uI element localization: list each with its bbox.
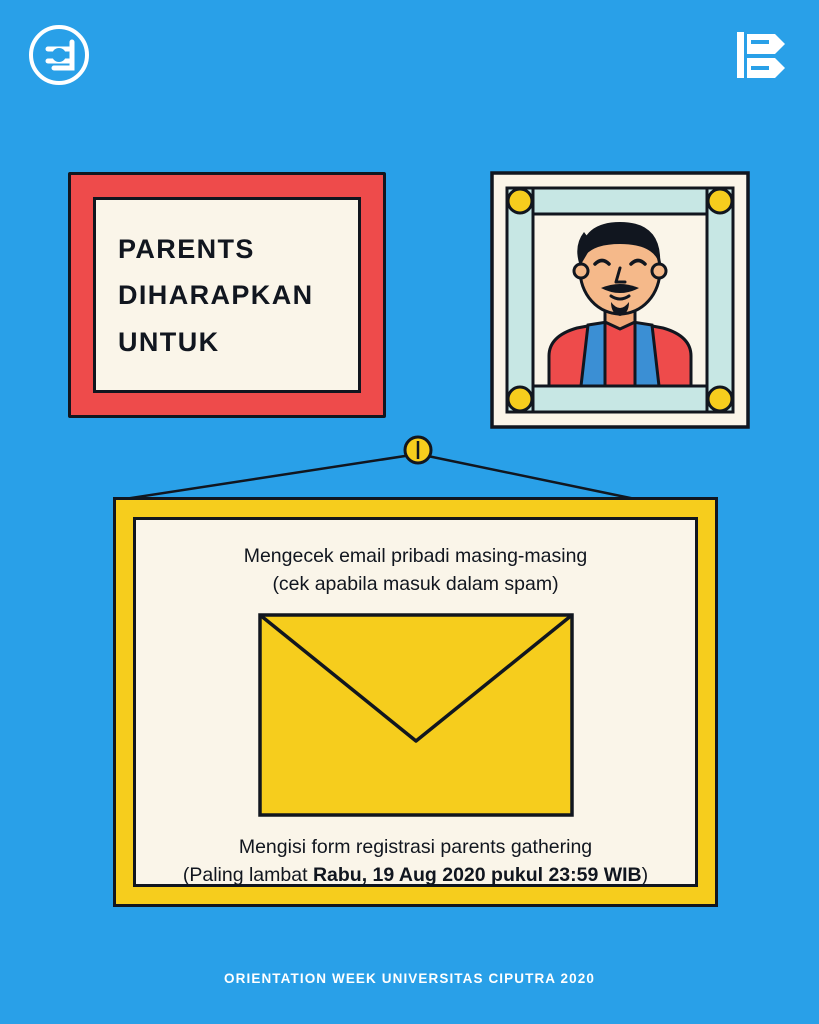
title-card-paper bbox=[93, 197, 361, 393]
footer-text: ORIENTATION WEEK UNIVERSITAS CIPUTRA 2020 bbox=[224, 971, 595, 986]
info-bottom-text-group bbox=[183, 833, 648, 890]
ciputra-circle-logo-icon bbox=[28, 24, 90, 86]
info-bottom-line-2 bbox=[183, 861, 648, 889]
info-top-line-2: (cek apabila masuk dalam spam) bbox=[272, 573, 559, 596]
info-card bbox=[113, 497, 718, 907]
info-top-line-1: Mengecek email pribadi masing-masing bbox=[243, 545, 588, 567]
title-card bbox=[68, 172, 386, 418]
deadline-prefix: (Paling lambat bbox=[182, 863, 313, 886]
connector-lines bbox=[110, 432, 710, 504]
info-card-paper bbox=[133, 517, 698, 887]
deadline-suffix: ) bbox=[641, 863, 649, 886]
title-line-3: UNTUK bbox=[118, 326, 220, 357]
info-bottom-line-1: Mengisi form registrasi parents gathering bbox=[238, 835, 593, 858]
deadline-value: Rabu, 19 Aug 2020 pukul 23:59 WIB bbox=[312, 863, 642, 886]
parent-portrait-illustration bbox=[489, 170, 751, 430]
title-line-2: DIHARAPKAN bbox=[118, 280, 314, 311]
owuc-bracket-logo-icon bbox=[729, 24, 791, 86]
title-line-1: PARENTS bbox=[118, 234, 255, 264]
envelope-icon bbox=[258, 613, 574, 817]
